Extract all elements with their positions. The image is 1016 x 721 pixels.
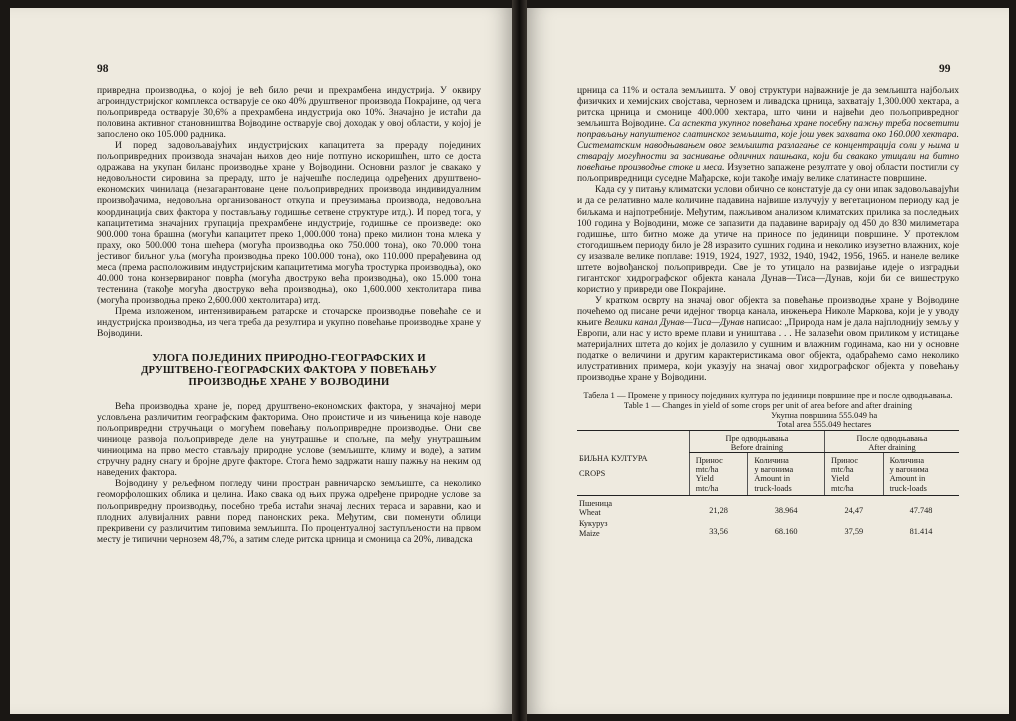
subheader-line: truck-loads (889, 483, 927, 493)
subheader-line: Yield (695, 474, 714, 484)
paragraph-text: Изузетно запажене резултате у овој области постигли су пољопривредници суседне Мађарске, који такође имају велике слатинасте површине. (577, 162, 959, 185)
paragraph: Према изложеном, интензивирањем ратарске и сточарске производње повећаће се и индустријска производња, из чега треба да резултира и укупно повећање производње хране у Војводини. (97, 305, 481, 340)
after-yield: 37,59 (844, 527, 864, 537)
subheader-line: Amount in (889, 474, 926, 484)
subheader-line: mtc/ha (695, 465, 719, 475)
subheader-line: mtc/ha (831, 483, 854, 493)
after-yield: 24,47 (844, 505, 864, 515)
yield-subheader (689, 453, 748, 496)
before-header-serbian: Пре одводњавања (725, 433, 789, 443)
before-draining-header (689, 430, 824, 452)
emphasis-text: Са аспекта укупног повећања хране посебну пажњу треба посветити поправљању напуштеног слатинског земљишта, које још увек захвата око 160.000 хектара. Систематским наводњавањем овог земљишта разлагање се концентрација соли у њима и стварају могућности за заснивање одличних пашњака, који би свакако утицали на битно повећање производње стоке и меса. (577, 118, 959, 174)
subheader-line: Количина (754, 456, 789, 466)
paragraph: привредна производња, о којој је већ било речи и прехрамбена индустрија. У оквиру агроиндустријског комплекса остварује се око 40% друштвеног производа Покрајине, од чега пољопривреда остварује 30,6% а прехрамбена индустрија око 10%. Значајно је истаћи да половина активног становништва Војводине остварује свој доходак у овој области, у којој је запослено око 105.000 радника. (97, 85, 481, 141)
before-header-english: Before draining (730, 442, 784, 452)
page-number-left: 98 (97, 63, 109, 75)
after-header-english: After draining (868, 442, 916, 452)
before-amount: 38.964 (774, 505, 798, 515)
crops-header-english: CROPS (579, 468, 606, 478)
before-yield: 33,56 (709, 527, 728, 537)
subheader-line: у вагонима (889, 465, 929, 475)
yield-subheader (825, 453, 884, 496)
amount-subheader (883, 453, 959, 496)
crop-name-serbian: Кукуруз (579, 519, 608, 529)
crop-name-serbian: Пшеница (579, 498, 613, 508)
total-area-english: Total area 555.049 hectares (776, 419, 872, 430)
yield-table (577, 411, 959, 538)
paragraph (577, 295, 959, 383)
paragraph: Већа производња хране је, поред друштвено-економских фактора, у значајној мери условљена различитим географским факторима. Оно проистиче и из чињеница које наводе пољопривредни стручњаци о могућем повећању пољопривредне производње. Они све чиниоце развоја пољопривреде деле на унутрашње и спољне, па међу унутрашњим чиниоцима на прво место стављају природне услове (земљиште, климу и воде), а затим стручну радну снагу и бројне друге факторе. Стога ћемо задржати нашу пажњу на неким од наведених фактора. (97, 401, 481, 479)
heading-line: УЛОГА ПОЈЕДИНИХ ПРИРОДНО-ГЕОГРАФСКИХ И (152, 353, 426, 365)
subheader-line: Yield (831, 474, 849, 484)
total-area-serbian: Укупна површина 555.049 ha (771, 409, 878, 420)
paragraph: Када су у питању климатски услови обично се констатује да су они ипак задовољавајући и да се релативно мале количине падавина највише излучују у вегетационом периоду кад је биљкама и најпотребније. Међутим, пажљивом анализом климатских прилика за последњих 100 година у Војводини, може се запазити да падавине варирају од 450 до 830 милиметара годишње, што битно може да утиче на приносе по јединици површине. У протеклом стогодишњем периоду било је 28 изразито сушних година и неколико изузетно влажних, које су изазвале велике поплаве: 1919, 1924, 1927, 1932, 1940, 1942, 1956, 1965. и нанеле велике штете војвођанској пољопривреди. Све је то утицало на развијање идеје о изградњи гигантског хидрографског објекта канала Дунав—Тиса—Дунав, који би се вишеструко користио у привреди ове Покрајине. (577, 184, 959, 295)
paragraph-text: У кратком осврту на значај овог објекта за повећање производње хране у Војводине почећемо од писане речи идејног творца канала, инжењера Николе Маркова, који је у уводу књиге (577, 294, 959, 328)
after-draining-header (825, 430, 959, 452)
table-row (577, 517, 959, 537)
subheader-line: у вагонима (754, 465, 794, 475)
left-page (10, 8, 512, 714)
right-body-text (577, 85, 959, 538)
paragraph-text: написао: „Природа нам је дала најплоднију земљу у Европи, али нас у исто време плави и уништава . . . Не залазећи овом приликом у истицање материјалних штета до којих је долазило у сушним и влажним годинама, као ни у основне податке о величини и другим карактеристикама овог објекта, одабраћемо само неколико илустративних примера, који указују на значај овог хидрографског објекта у повећању производње хране у Војводини. (577, 316, 959, 384)
crop-name-english: Maize (579, 528, 600, 538)
left-body-text (97, 85, 481, 545)
subheader-line: mtc/ha (831, 465, 854, 475)
after-amount: 81.414 (909, 527, 933, 537)
before-amount: 68.160 (774, 527, 798, 537)
subheader-line: Принос (695, 456, 723, 466)
subheader-line: truck-loads (754, 483, 792, 493)
after-amount: 47.748 (909, 505, 933, 515)
before-yield: 21,28 (709, 505, 728, 515)
crops-header (577, 430, 689, 495)
paragraph: И поред задовољавајућих индустријских капацитета за прераду појединих пољопривредних производа значајан њихов део није потпуно искоришћен, што се доста одражава на укупан биланс производње хране у Војводини. Основни разлог је свакако у недовољности сировина за прераду, што је најчешће последица одређених друштвено-економских чинилаца (незагарантоване цене пољопривредних производа индивидуалним произвођачима, недовољна организованост откупа и преузимања производа, недовољна координација свих фактора у постављању годишње сетвене структуре итд.). И поред тога, у капацитетима значајних групација прехрамбене индустрије, годишње се произведе: око 900.000 тона брашна (могући капацитет преко 1,000.000 тона) преко милион тона млека у праху, око 500.000 тона шећера (могућа производња око 750.000 тона), око 70.000 тона јестивог биљног уља (могућа производња преко 100.000 тона), око 110.000 прерађевина од меса (према расположивим индустријским капацитетима могућа тростурка производња), око 40.000 тона конзервираног поврћа (могућа двоструко већа производња), око 15.000 тона тестенина (такође могућа двоструко већа производња), око 1,600.000 хектолитара пива (могућа производња преко 2,600.000 хектолитара) итд. (97, 140, 481, 306)
subheader-line: Количина (889, 456, 925, 466)
subheader-line: Amount in (754, 474, 791, 484)
crops-header-serbian: БИЉНА КУЛТУРА (579, 453, 648, 463)
paragraph-text: црница са 11% и остала земљишта. У овој структури најважније је да земљишта најбољих физичких и хемијских својстава, чернозем и ливадска црница, захватају 1,300.000 хектара, а ритска црница и смонице 400.000 хектара, што чини и највећи део пољопривредног земљишта Војводине. (577, 85, 959, 130)
total-area (689, 411, 959, 430)
after-header-serbian: После одводњавања (856, 433, 928, 443)
subheader-line: Принос (831, 456, 859, 466)
section-heading (97, 353, 481, 389)
table-caption (577, 391, 959, 411)
amount-subheader (748, 453, 825, 496)
paragraph (577, 85, 959, 184)
right-page (527, 8, 1009, 714)
heading-line: ПРОИЗВОДЊЕ ХРАНЕ У ВОЈВОДИНИ (188, 377, 390, 389)
subheader-line: mtc/ha (695, 483, 719, 493)
page-number-right: 99 (939, 63, 951, 75)
paragraph: Војводину у рељефном погледу чини простран равничарско земљиште, са неколико геоморфолошких облика и целина. Иако свака од њих пружа одређене природне услове за пољопривредну производњу, посебно треба истаћи значај лесних тераса и заравни, као и плодних алувијалних равни поред панонских река. Међутим, сви поменути облици прекривени су различитим типовима земљишта. По процентуалној заступљености на првом месту је типични чернозем 48,7%, а затим следе ритска црница и смоница са 20%, ливадска (97, 478, 481, 545)
table-caption-english: Table 1 — Changes in yield of some crops per unit of area before and after draining (623, 400, 913, 411)
table-row (577, 495, 959, 517)
crop-name-english: Wheat (579, 508, 601, 518)
heading-line: ДРУШТВЕНО-ГЕОГРАФСКИХ ФАКТОРА У ПОВЕЋАЊУ (141, 365, 437, 377)
book-gutter (512, 0, 527, 721)
table-caption-serbian: Табела 1 — Промене у приносу појединих култура по јединици површине пре и после одводњавања. (583, 390, 953, 401)
book-title: Велики канал Дунав—Тиса—Дунав (604, 316, 744, 328)
